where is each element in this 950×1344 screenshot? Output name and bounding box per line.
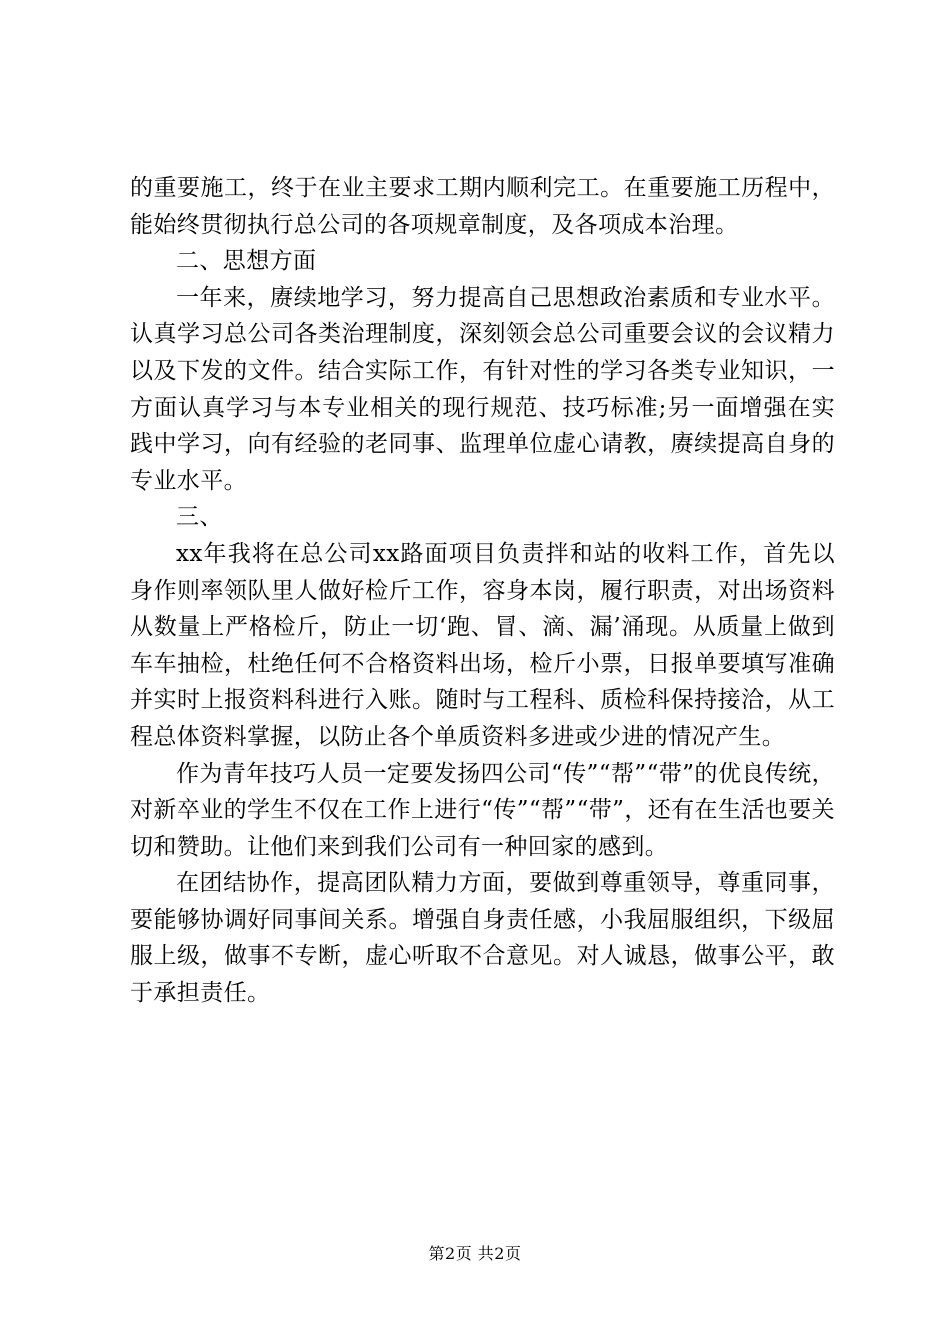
paragraph-continuation: 的重要施工，终于在业主要求工期内顺利完工。在重要施工历程中，能始终贯彻执行总公司的各项规章制度，及各项成本治理。 xyxy=(130,175,835,238)
section-heading-three: 三、 xyxy=(176,504,223,531)
section-heading-thought: 二、思想方面 xyxy=(176,248,317,275)
document-body xyxy=(130,170,835,1012)
page-number-footer: 第2页 共2页 xyxy=(428,1244,522,1263)
paragraph-youth: 作为青年技巧人员一定要发扬四公司“传”“帮”“带”的优良传统，对新卒业的学生不仅在工作上进行“传”“帮”“带”，还有在生活也要关切和赞助。让他们来到我们公司有一种回家的感到。 xyxy=(130,760,835,860)
paragraph-teamwork: 在团结协作，提高团队精力方面，要做到尊重领导，尊重同事，要能够协调好同事间关系。增强自身责任感，小我屈服组织，下级屈服上级，做事不专断，虚心听取不合意见。对人诚恳，做事公平，敢于承担责任。 xyxy=(130,870,835,1007)
paragraph-study: 一年来，赓续地学习，努力提高自己思想政治素质和专业水平。认真学习总公司各类治理制度，深刻领会总公司重要会议的会议精力以及下发的文件。结合实际工作，有针对性的学习各类专业知识，一方面认真学习与本专业相关的现行规范、技巧标准;另一面增强在实践中学习，向有经验的老同事、监理单位虚心请教，赓续提高自身的专业水平。 xyxy=(130,284,835,494)
paragraph-plan: xx年我将在总公司xx路面项目负责拌和站的收料工作，首先以身作则率领队里人做好检斤工作，容身本岗，履行职责，对出场资料从数量上严格检斤，防止一切‘跑、冒、滴、漏’涌现。从质量上做到车车抽检，杜绝任何不合格资料出场，检斤小票，日报单要填写准确并实时上报资料科进行入账。随时与工程科、质检科保持接洽，从工程总体资料掌握，以防止各个单质资料多进或少进的情况产生。 xyxy=(130,540,835,750)
